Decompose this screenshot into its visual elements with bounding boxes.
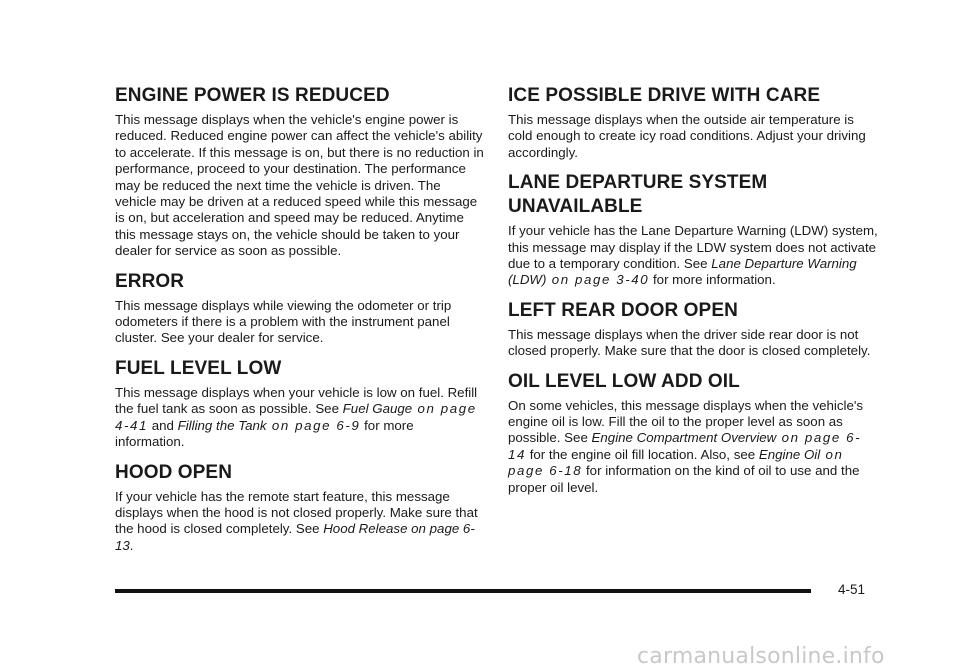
watermark: carmanualsonline.info [637,644,885,669]
fuel-text-post: for more information. [115,417,414,450]
paragraph-oil-level-low [508,398,878,496]
lane-text-post: for more information. [649,272,776,288]
oil-text-post: for information on the kind of oil to use and the proper oil level. [508,463,860,495]
paragraph-hood-open [115,489,485,555]
hood-text-pre: If your vehicle has the remote start feature, this message displays when the hood is not closed properly. Make sure that the hood is closed completely. See [115,488,478,537]
heading-oil-level-low: OIL LEVEL LOW ADD OIL [508,370,740,392]
oil-text-pre: On some vehicles, this message displays when the vehicle's engine oil is low. Fill the oil to the proper level as soon as possible. See [508,397,864,446]
page-number: 4-51 [838,582,866,597]
fuel-text-pre: This message displays when your vehicle is low on fuel. Refill the fuel tank as soon as possible. See [115,384,478,417]
link-engine-oil-page[interactable]: on page 6-18 [508,446,844,479]
link-filling-tank[interactable]: Filling the Tank [177,417,267,433]
oil-text-mid: for the engine oil fill location. Also, see [526,446,759,462]
heading-engine-power: ENGINE POWER IS REDUCED [115,85,390,106]
right-column [508,84,878,506]
footer-rule [115,589,811,593]
heading-lane-departure-line2: UNAVAILABLE [508,196,643,218]
paragraph-fuel-level-low [115,385,485,451]
link-engine-compartment-page[interactable]: on page 6-14 [508,430,862,462]
heading-error: ERROR [115,270,185,292]
fuel-text-and: and [148,417,178,433]
link-fuel-gauge-page[interactable]: on page 4-41 [115,401,477,433]
paragraph-left-rear-door: This message displays when the driver side rear door is not closed properly. Make sure that the door is closed completely. [508,326,871,359]
hood-text-post: . [129,537,134,553]
heading-ice-possible: ICE POSSIBLE DRIVE WITH CARE [508,85,821,106]
heading-lane-departure [508,171,878,219]
link-lane-departure-warning[interactable]: Lane Departure Warning (LDW) [508,256,857,288]
heading-lane-departure-line1: LANE DEPARTURE SYSTEM [508,172,768,194]
heading-left-rear-door: LEFT REAR DOOR OPEN [508,299,738,321]
link-lane-departure-page[interactable]: on page 3-40 [546,272,650,288]
heading-hood-open: HOOD OPEN [115,461,233,483]
link-engine-oil[interactable]: Engine Oil [758,446,821,462]
link-hood-release[interactable]: Hood Release on page 6-13 [115,521,475,553]
paragraph-ice-possible: This message displays when the outside air temperature is cold enough to create icy road conditions. Adjust your driving accordingly. [508,112,866,160]
left-column [115,84,485,564]
paragraph-lane-departure [508,223,878,289]
paragraph-engine-power: This message displays when the vehicle's engine power is reduced. Reduced engine power can affect the vehicle's ability to accelerate. If this message is on, but there is no reduction in performance, proceed to your destination. The performance may be reduced the next time the vehicle is driven. The vehicle may be driven at a reduced speed while this message is on, but acceleration and speed may be reduced. Anytime this message stays on, the vehicle should be taken to your dealer for service as soon as possible. [115,112,484,259]
link-engine-compartment[interactable]: Engine Compartment Overview [591,430,777,446]
paragraph-error: This message displays while viewing the odometer or trip odometers if there is a problem with the instrument panel cluster. See your dealer for service. [115,297,452,346]
link-fuel-gauge[interactable]: Fuel Gauge [342,401,413,417]
heading-fuel-level-low: FUEL LEVEL LOW [115,357,282,379]
lane-text-pre: If your vehicle has the Lane Departure Warning (LDW) system, this message may display if the LDW system does not activate due to a temporary condition. See [508,223,878,272]
link-filling-tank-page[interactable]: on page 6-9 [266,417,361,433]
